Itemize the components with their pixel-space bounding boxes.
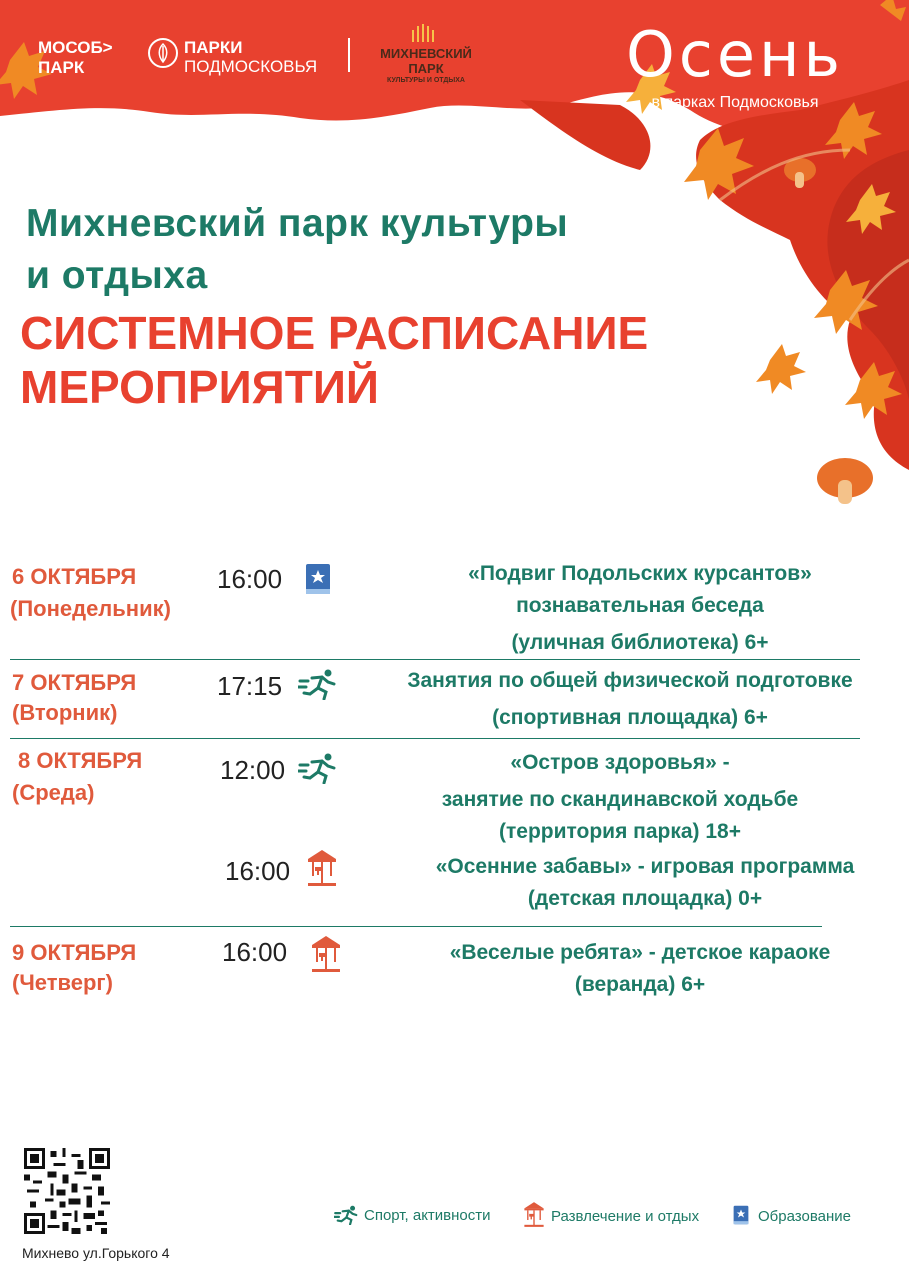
legend-label-entertainment: Развлечение и отдых [551, 1208, 700, 1225]
runner-icon [334, 1205, 360, 1225]
carousel-icon [523, 1202, 545, 1227]
mikhnevsky-logo-line2: КУЛЬТУРЫ И ОТДЫХА [387, 77, 465, 84]
runner-icon [298, 752, 340, 784]
legend-label-education: Образование [758, 1208, 851, 1225]
parki-podmoskovya-logo [184, 38, 317, 76]
logo-divider [348, 38, 350, 72]
schedule-title-line2: МЕРОПРИЯТИЙ [20, 361, 379, 413]
mosobl-park-logo [38, 38, 113, 78]
carousel-icon [306, 850, 338, 886]
event-time: 16:00 [217, 564, 283, 594]
qr-code [24, 1148, 110, 1234]
row-separator [10, 659, 860, 660]
event-line: «Осенние забавы» - игровая программа [435, 855, 855, 878]
parki-leaf-icon [148, 38, 178, 68]
runner-icon [298, 668, 340, 700]
book-icon [733, 1205, 749, 1225]
event-description [385, 851, 905, 915]
day-date: 6 ОКТЯБРЯ [12, 564, 137, 589]
event-time: 16:00 [225, 856, 291, 886]
event-time: 12:00 [220, 755, 286, 785]
parki-logo-line2: ПОДМОСКОВЬЯ [184, 57, 318, 76]
event-line: (детская площадка) 0+ [527, 887, 763, 910]
day-weekday: (Среда) [12, 780, 95, 805]
schedule-title [20, 306, 648, 414]
event-line: (веранда) 6+ [574, 973, 706, 996]
event-time: 16:00 [222, 937, 288, 967]
event-line: (территория парка) 18+ [498, 820, 741, 843]
event-line: «Остров здоровья» - [510, 751, 730, 774]
mikhnevsky-park-logo [362, 46, 490, 86]
schedule-title-line1: СИСТЕМНОЕ РАСПИСАНИЕ [20, 307, 649, 359]
park-name-title [26, 198, 568, 302]
event-time: 17:15 [217, 671, 283, 701]
event-description [380, 558, 900, 659]
row-separator [10, 738, 860, 739]
row-separator [10, 926, 822, 927]
park-name-line1: Михневский парк культуры [26, 202, 569, 245]
book-icon [305, 563, 331, 595]
legend-label-sport: Спорт, активности [364, 1207, 491, 1224]
event-description [360, 665, 900, 734]
event-line: (спортивная площадка) 6+ [492, 706, 768, 729]
event-line: занятие по скандинавской ходьбе [441, 788, 799, 811]
mosobl-logo-line1: МОСОБ> [38, 38, 113, 57]
parki-logo-line1: ПАРКИ [184, 38, 243, 57]
event-description [380, 937, 900, 1001]
event-line: (уличная библиотека) 6+ [511, 631, 769, 654]
day-date: 9 ОКТЯБРЯ [12, 940, 137, 965]
event-line: «Веселые ребята» - детское караоке [449, 941, 831, 964]
mikhnevsky-logo-line1: МИХНЕВСКИЙ ПАРК [380, 46, 472, 76]
day-weekday: (Понедельник) [10, 596, 171, 621]
season-subtitle: в парках Подмосковья [651, 94, 819, 111]
mikhnevsky-logo-emblem [410, 22, 440, 44]
mosobl-logo-line2: ПАРК [38, 58, 85, 77]
day-weekday: (Четверг) [12, 970, 113, 995]
address: Михнево ул.Горького 4 [22, 1245, 170, 1261]
carousel-icon [310, 936, 342, 972]
event-description [360, 747, 880, 848]
season-title: Осень [625, 18, 845, 91]
event-line: Занятия по общей физической подготовке [407, 669, 853, 692]
event-line: познавательная беседа [516, 594, 764, 617]
park-name-line2: и отдыха [26, 254, 208, 297]
day-date: 8 ОКТЯБРЯ [18, 748, 143, 773]
event-line: «Подвиг Подольских курсантов» [468, 562, 812, 585]
day-date: 7 ОКТЯБРЯ [12, 670, 137, 695]
day-weekday: (Вторник) [12, 700, 118, 725]
